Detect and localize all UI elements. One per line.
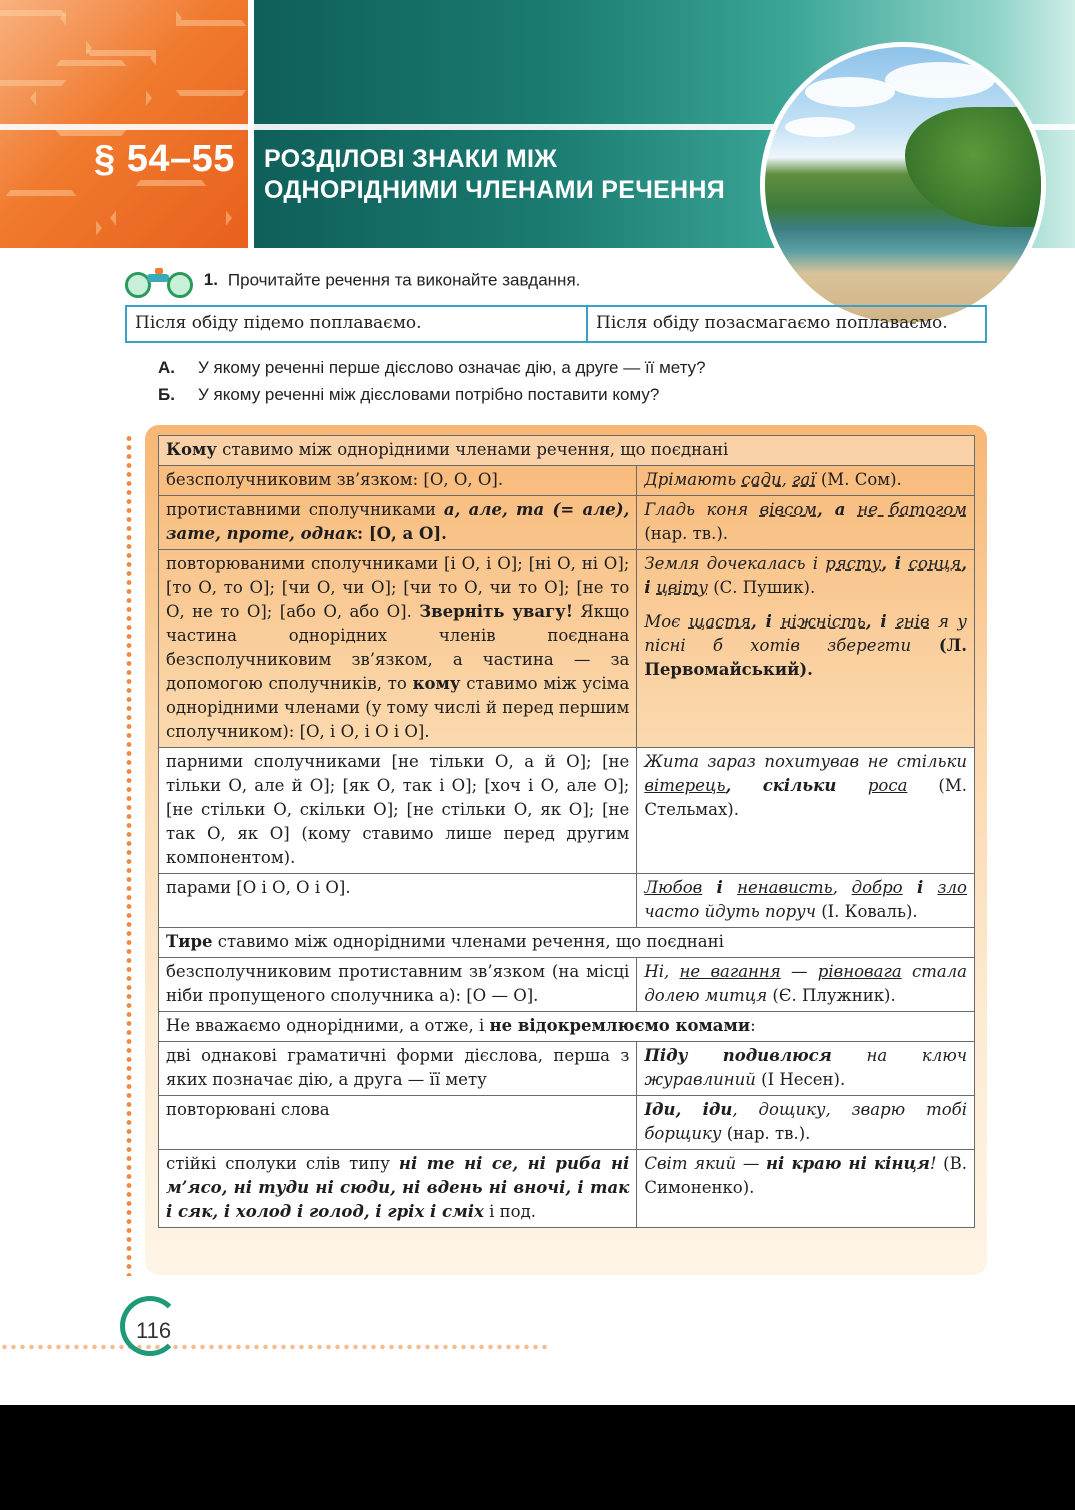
page-number: 116 [136, 1318, 172, 1343]
example-cell: Дрімають сади, гаї (М. Сом). [637, 466, 975, 496]
rule-cell: повторюваними сполучниками [і О, і О]; [ні О, ні О]; [то О, то О]; [чи О, чи О]; [чи то О, чи то О]; [не то О, не то О]; [або О, або О]. Зверніть увагу! Якщо частина однорідних членів поєднана безсполучниковим зв’язком, а частина — за допомогою сполучників, то кому ставимо між усіма однорідними членами (у тому числі й перед першим сполучником): [О, і О, і О і О]. [159, 550, 637, 748]
section-title-line: РОЗДІЛОВІ ЗНАКИ МІЖ [264, 145, 558, 173]
section-number: § 54–55 [94, 138, 235, 180]
question-label: Б. [158, 385, 175, 404]
table-row [159, 1150, 975, 1228]
section-title-line: ОДНОРІДНИМИ ЧЛЕНАМИ РЕЧЕННЯ [264, 176, 726, 204]
rule-cell: парними сполучниками [не тільки О, а й О]; [не тільки О, але й О]; [як О, так і О]; [хоч і О, але О]; [не стільки О, скільки О]; [не стільки О, як О]; [не так О, як О] (кому ставимо лише перед другим компонентом). [159, 748, 637, 874]
sentence-cell: Після обіду позасмагаємо поплаваємо. [596, 313, 948, 333]
task-number: 1. [203, 270, 218, 290]
trees-shape [905, 107, 1046, 227]
cloud-shape [885, 62, 995, 98]
table-row [159, 958, 975, 1012]
example-cell: Піду подивлюся на ключ журавлиний (І Несен). [637, 1042, 975, 1096]
hexagon-decoration [0, 190, 102, 248]
task-line [125, 268, 580, 294]
sentences-table [125, 305, 987, 343]
example-cell: Світ який — ні краю ні кінця! (В. Симоненко). [637, 1150, 975, 1228]
table-row [159, 748, 975, 874]
rule-cell: безсполучниковим зв’язком: [О, О, О]. [159, 466, 637, 496]
rule-cell: дві однакові граматичні форми дієслова, перша з яких позначає дію, а друга — її мету [159, 1042, 637, 1096]
cloud-shape [785, 117, 855, 137]
table-row [159, 550, 975, 748]
hexagon-decoration [110, 180, 232, 248]
rule-cell: протиставними сполучниками а, але, та (= але), зате, проте, однак: [О, а О]. [159, 496, 637, 550]
rule-cell: повторювані слова [159, 1096, 637, 1150]
example-cell: Іди, іди, дощику, зварю тобі борщику (нар. тв.). [637, 1096, 975, 1150]
header-divider [248, 0, 254, 248]
punctuation-rules-table [158, 435, 975, 1228]
table-row [159, 436, 975, 466]
sentence-cell: Після обіду підемо поплаваємо. [127, 307, 588, 341]
table-row [159, 1042, 975, 1096]
question-text: У якому реченні між дієсловами потрібно поставити кому? [198, 385, 660, 404]
question-a [158, 358, 706, 378]
table-row [159, 928, 975, 958]
rule-heading: Тире ставимо між однорідними членами речення, що поєднані [159, 928, 975, 958]
question-text: У якому реченні перше дієслово означає дію, а друге — її мету? [198, 358, 706, 377]
section-title [264, 144, 725, 206]
dotted-footer-decoration [0, 1344, 548, 1350]
example-cell: Земля дочекалась і рясту, і сонця, і цвіту (С. Пушик). Моє щастя, і ніжність, і гнів я у пісні б хотів зберегти (Л. Первомайський). [637, 550, 975, 748]
rule-cell: парами [О і О, О і О]. [159, 874, 637, 928]
question-label: А. [158, 358, 175, 377]
rule-heading: Не вважаємо однорідними, а отже, і не відокремлюємо комами: [159, 1012, 975, 1042]
rule-cell: стійкі сполуки слів типу ні те ні се, ні риба ні м’ясо, ні туди ні сюди, ні вдень ні вночі, і так і сяк, і холод і голод, і гріх і сміх і под. [159, 1150, 637, 1228]
example-cell: Любов і ненависть, добро і зло часто йдуть поруч (І. Коваль). [637, 874, 975, 928]
river-landscape-photo [760, 42, 1046, 328]
example-cell: Ні, не вагання — рівновага стала долею митця (Є. Плужник). [637, 958, 975, 1012]
rule-cell: безсполучниковим протиставним зв’язком (на місці ніби пропущеного сполучника а): [О — О]. [159, 958, 637, 1012]
rule-heading: Кому ставимо між однорідними членами речення, що поєднані [159, 436, 975, 466]
table-row [159, 466, 975, 496]
question-b [158, 385, 659, 405]
example-cell: Жита зараз похитував не стільки вітерець, скільки роса (М. Стельмах). [637, 748, 975, 874]
table-row [159, 496, 975, 550]
task-text: Прочитайте речення та виконайте завдання. [227, 270, 581, 290]
table-row [159, 874, 975, 928]
cloud-shape [805, 77, 895, 107]
binoculars-icon [125, 268, 191, 294]
table-row [159, 1012, 975, 1042]
table-row [159, 1096, 975, 1150]
dotted-margin-decoration [126, 434, 132, 1276]
example-cell: Гладь коня вівсом, а не батогом (нар. тв.). [637, 496, 975, 550]
